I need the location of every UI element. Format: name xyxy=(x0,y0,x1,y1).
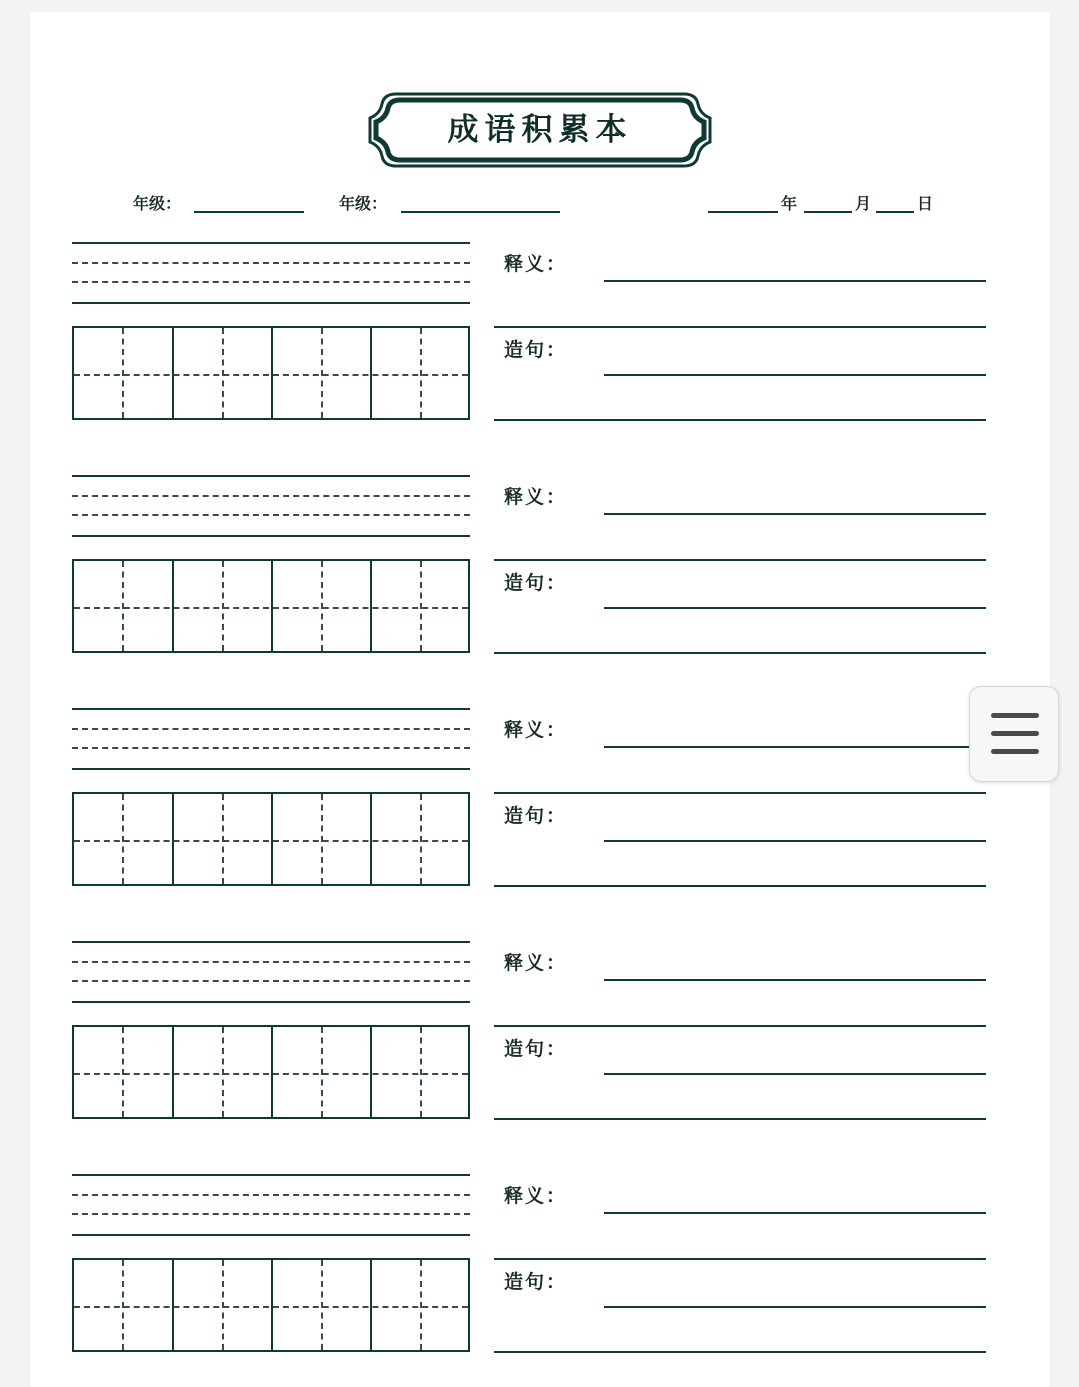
pinyin-dashed-line xyxy=(72,495,470,497)
grid-cell-divider xyxy=(370,561,372,651)
sentence-line[interactable] xyxy=(494,652,986,654)
sentence-label: 造句： xyxy=(504,1271,568,1293)
sentence-line[interactable] xyxy=(494,885,986,887)
pinyin-bottom-line xyxy=(72,768,470,770)
pinyin-dashed-line xyxy=(72,281,470,283)
sentence-label: 造句： xyxy=(504,805,568,827)
pinyin-top-line xyxy=(72,475,470,477)
grid-midline xyxy=(321,1260,323,1350)
grid-midline xyxy=(420,1027,422,1117)
pinyin-dashed-line xyxy=(72,514,470,516)
sentence-label: 造句： xyxy=(504,339,568,361)
grid-midline xyxy=(420,1260,422,1350)
character-grid[interactable] xyxy=(72,326,470,420)
sentence-line[interactable] xyxy=(604,1306,986,1308)
menu-button[interactable] xyxy=(969,686,1059,782)
grid-cell-divider xyxy=(172,561,174,651)
character-grid[interactable] xyxy=(72,559,470,653)
grid-cell-divider xyxy=(172,1027,174,1117)
pinyin-dashed-line xyxy=(72,1213,470,1215)
grid-cell-divider xyxy=(370,328,372,418)
grid-midline xyxy=(321,794,323,884)
meaning-line[interactable] xyxy=(494,326,986,328)
grid-cell-divider xyxy=(370,1260,372,1350)
meaning-line[interactable] xyxy=(604,1212,986,1214)
pinyin-bottom-line xyxy=(72,1001,470,1003)
sentence-line[interactable] xyxy=(604,374,986,376)
grade-label-1: 年级： xyxy=(133,194,182,213)
grid-midline xyxy=(321,328,323,418)
sentence-line[interactable] xyxy=(494,1351,986,1353)
page-title: 成语积累本 xyxy=(447,112,633,148)
meaning-label: 释义： xyxy=(504,486,568,508)
grid-midline xyxy=(321,561,323,651)
pinyin-dashed-line xyxy=(72,1194,470,1196)
menu-icon-bar xyxy=(991,749,1039,754)
menu-icon-bar xyxy=(991,731,1039,736)
pinyin-top-line xyxy=(72,941,470,943)
pinyin-top-line xyxy=(72,708,470,710)
grade-field-1[interactable] xyxy=(194,211,304,213)
sentence-line[interactable] xyxy=(604,607,986,609)
meaning-line[interactable] xyxy=(604,746,986,748)
meaning-label: 释义： xyxy=(504,719,568,741)
pinyin-dashed-line xyxy=(72,262,470,264)
meaning-label: 释义： xyxy=(504,952,568,974)
grid-cell-divider xyxy=(271,1260,273,1350)
pinyin-top-line xyxy=(72,1174,470,1176)
grid-midline xyxy=(222,794,224,884)
sentence-label: 造句： xyxy=(504,572,568,594)
menu-icon-bar xyxy=(991,713,1039,718)
grid-cell-divider xyxy=(271,328,273,418)
grid-midline xyxy=(420,561,422,651)
grade-label-2: 年级： xyxy=(339,194,388,213)
day-label: 日 xyxy=(917,194,934,213)
character-grid[interactable] xyxy=(72,1258,470,1352)
sentence-line[interactable] xyxy=(494,1118,986,1120)
meaning-line[interactable] xyxy=(494,792,986,794)
pinyin-bottom-line xyxy=(72,302,470,304)
meaning-line[interactable] xyxy=(494,1258,986,1260)
grid-midline xyxy=(122,1260,124,1350)
day-field[interactable] xyxy=(876,211,914,213)
grid-midline xyxy=(420,328,422,418)
grid-midline xyxy=(222,1027,224,1117)
year-label: 年 xyxy=(781,194,798,213)
grid-midline xyxy=(122,328,124,418)
sentence-line[interactable] xyxy=(604,1073,986,1075)
grade-field-2[interactable] xyxy=(401,211,560,213)
sentence-label: 造句： xyxy=(504,1038,568,1060)
title-banner xyxy=(366,92,714,168)
pinyin-bottom-line xyxy=(72,1234,470,1236)
pinyin-dashed-line xyxy=(72,961,470,963)
pinyin-top-line xyxy=(72,242,470,244)
sentence-line[interactable] xyxy=(604,840,986,842)
meaning-label: 释义： xyxy=(504,253,568,275)
grid-cell-divider xyxy=(172,328,174,418)
grid-cell-divider xyxy=(172,794,174,884)
grid-midline xyxy=(122,794,124,884)
meaning-line[interactable] xyxy=(604,513,986,515)
year-field[interactable] xyxy=(708,211,778,213)
meaning-line[interactable] xyxy=(494,1025,986,1027)
sentence-line[interactable] xyxy=(494,419,986,421)
month-field[interactable] xyxy=(804,211,852,213)
character-grid[interactable] xyxy=(72,1025,470,1119)
grid-midline xyxy=(222,328,224,418)
grid-cell-divider xyxy=(370,1027,372,1117)
character-grid[interactable] xyxy=(72,792,470,886)
pinyin-bottom-line xyxy=(72,535,470,537)
pinyin-dashed-line xyxy=(72,728,470,730)
grid-midline xyxy=(222,561,224,651)
pinyin-dashed-line xyxy=(72,747,470,749)
grid-cell-divider xyxy=(271,561,273,651)
month-label: 月 xyxy=(855,194,872,213)
grid-midline xyxy=(420,794,422,884)
meaning-label: 释义： xyxy=(504,1185,568,1207)
meaning-line[interactable] xyxy=(604,280,986,282)
meaning-line[interactable] xyxy=(494,559,986,561)
grid-midline xyxy=(222,1260,224,1350)
grid-midline xyxy=(122,1027,124,1117)
meaning-line[interactable] xyxy=(604,979,986,981)
grid-cell-divider xyxy=(271,794,273,884)
grid-cell-divider xyxy=(271,1027,273,1117)
pinyin-dashed-line xyxy=(72,980,470,982)
grid-cell-divider xyxy=(370,794,372,884)
grid-midline xyxy=(321,1027,323,1117)
grid-cell-divider xyxy=(172,1260,174,1350)
grid-midline xyxy=(122,561,124,651)
